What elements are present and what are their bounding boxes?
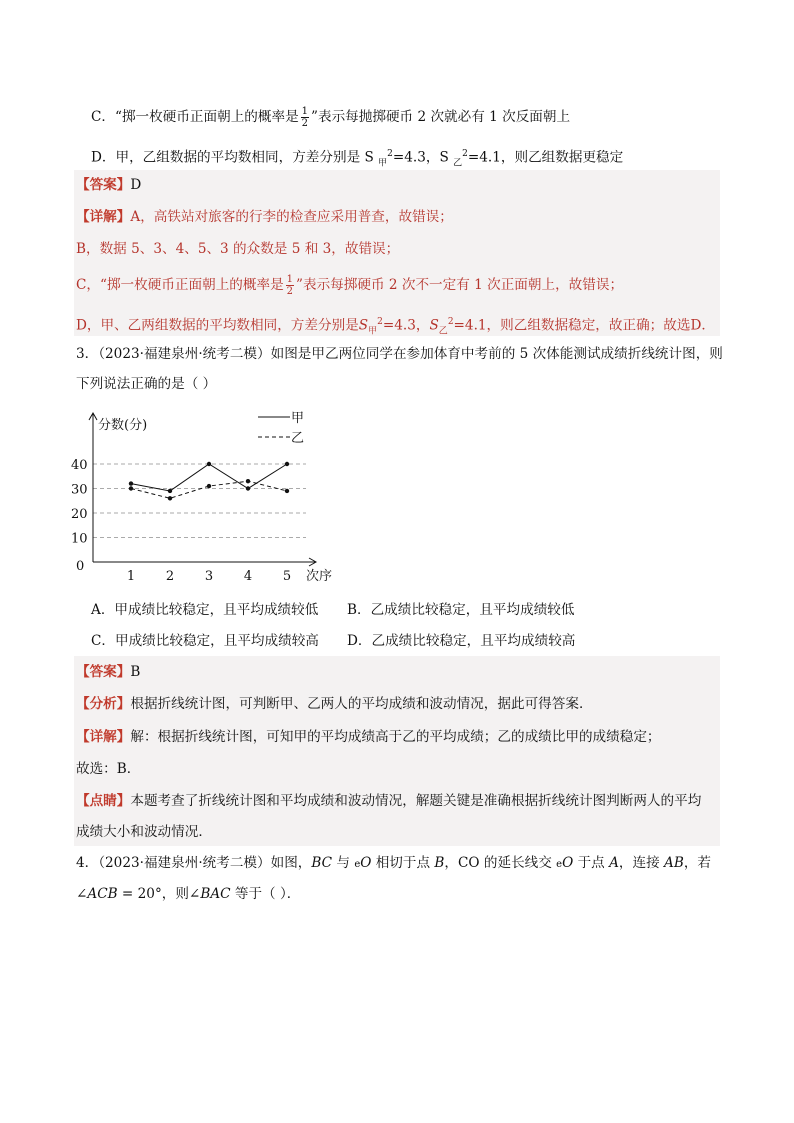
q4-text: 等于（ ）．	[230, 886, 301, 902]
detail-line3-fraction	[286, 274, 294, 297]
chart-series	[129, 462, 289, 501]
point-o: O	[562, 855, 574, 871]
q2-option-c-fraction	[301, 106, 309, 129]
answer-text: D	[130, 177, 142, 193]
answer-text: B	[130, 664, 141, 680]
q2-answer	[76, 175, 141, 195]
q4-text: 相切于点	[371, 855, 435, 871]
x-tick-label: 2	[165, 569, 175, 584]
detail-tag: 【详解】	[76, 729, 131, 745]
q4-text: 于点	[573, 855, 610, 871]
legend-label: 甲	[291, 411, 305, 426]
q3-answer	[76, 662, 140, 682]
q2-detail-line4	[76, 312, 715, 341]
q4-text: ，CO 的延长线交	[444, 855, 557, 871]
superscript-2: 2	[462, 149, 468, 159]
data-point	[285, 489, 289, 493]
y-tick-label: 20	[71, 507, 88, 522]
segment-ab: AB	[664, 855, 684, 871]
angle-acb: ACB	[87, 886, 118, 902]
q2-option-c	[91, 106, 570, 129]
answer-tag: 【答案】	[76, 177, 131, 193]
analysis-text: 根据折线统计图，可判断甲、乙两人的平均成绩和波动情况，据此可得答案．	[130, 696, 593, 712]
q3-detail-line2: 故选：B．	[76, 761, 141, 777]
legend-label: 乙	[291, 431, 305, 446]
detail-text: 解：根据折线统计图，可知甲的平均成绩高于乙的平均成绩；乙的成绩比甲的成绩稳定；	[130, 729, 661, 745]
q3-options-row2	[91, 631, 575, 651]
line-chart	[64, 405, 344, 590]
point-o: O	[360, 855, 372, 871]
data-point	[285, 462, 289, 466]
data-point	[207, 462, 211, 466]
superscript-2: 2	[447, 317, 454, 327]
q2-detail-line2: B，数据 5、3、4、5、3 的众数是 5 和 3，故错误；	[76, 241, 400, 257]
comment-text: 本题考查了折线统计图和平均成绩和波动情况，解题关键是准确根据折线统计图判断两人的平均	[130, 793, 702, 809]
q2-option-c-text-after: ”表示每抛掷硬币 2 次就必有 1 次反面朝上	[311, 109, 571, 125]
y-tick-label: 10	[71, 531, 88, 547]
data-point	[246, 486, 250, 490]
answer-tag: 【答案】	[76, 664, 131, 680]
q4-text: 4．（2023·福建泉州·统考二模）如图，	[76, 855, 312, 871]
q3-option-d: D．乙成绩比较稳定，且平均成绩较高	[347, 633, 576, 649]
q4-stem-line2	[76, 884, 300, 904]
q2-option-d-text-after: =4.1，则乙组数据更稳定	[467, 149, 624, 166]
q3-detail-line1	[76, 727, 661, 747]
data-point	[207, 484, 211, 488]
detail-line3-after: ”表示每掷硬币 2 次不一定有 1 次正面朝上，故错误；	[296, 277, 624, 293]
data-point	[168, 489, 172, 493]
fraction-numerator: 1	[286, 274, 294, 285]
detail-line3-before: C，“掷一枚硬币正面朝上的概率是	[76, 277, 284, 293]
subscript-jia: 甲	[368, 326, 378, 337]
fraction-denominator: 2	[286, 286, 294, 297]
q4-text: = 20°，则∠	[117, 886, 201, 902]
chart-grid	[93, 464, 306, 538]
x-tick-label: 5	[282, 569, 292, 584]
data-point	[129, 481, 133, 485]
q4-stem-line1	[76, 853, 711, 875]
circle-symbol-icon: e	[556, 859, 563, 870]
data-point	[168, 496, 172, 500]
q2-detail-line1	[76, 207, 453, 227]
q3-comment-line1	[76, 791, 701, 811]
data-point	[246, 479, 250, 483]
detail-line4-after: =4.1，则乙组数据稳定，故正确；故选D．	[453, 317, 715, 334]
point-a: A	[609, 855, 619, 871]
y-axis-label: 分数(分)	[98, 418, 148, 433]
q2-option-d	[91, 144, 623, 173]
q3-stem-line2: 下列说法正确的是（ ）	[76, 376, 217, 392]
segment-bc: BC	[311, 855, 333, 871]
q3-analysis	[76, 694, 593, 714]
q2-option-d-text-mid: =4.3，S	[392, 149, 454, 166]
series-line-yi	[131, 481, 287, 498]
superscript-2: 2	[387, 149, 393, 159]
x-tick-label: 1	[126, 569, 136, 584]
q4-text: ，若	[683, 855, 712, 871]
q4-text: 与	[332, 855, 355, 871]
analysis-tag: 【分析】	[76, 696, 131, 712]
fraction-denominator: 2	[301, 118, 309, 129]
q3-stem-line1: 3．（2023·福建泉州·统考二模）如图是甲乙两位同学在参加体育中考前的 5 次体能测试成绩折线统计图，则	[76, 346, 723, 362]
q3-option-c: C．甲成绩比较稳定，且平均成绩较高	[91, 633, 319, 649]
detail-tag: 【详解】	[76, 209, 131, 225]
x-tick-label: 3	[204, 569, 214, 584]
point-b: B	[434, 855, 445, 871]
detail-line4-mid: =4.3，	[382, 317, 430, 334]
circle-symbol-icon: e	[354, 859, 361, 870]
q3-options-row1	[91, 600, 575, 620]
q2-option-d-text-before: D．甲，乙组数据的平均数相同，方差分别是 S	[91, 149, 379, 166]
x-axis-label: 次序	[306, 569, 333, 584]
comment-tag: 【点睛】	[76, 793, 131, 809]
q3-solution-band	[74, 656, 720, 846]
angle-bac: BAC	[200, 886, 231, 902]
x-tick-label: 4	[243, 569, 253, 584]
data-point	[129, 486, 133, 490]
detail-text: A，高铁站对旅客的行李的检查应采用普查，故错误；	[130, 209, 453, 225]
q3-option-b: B．乙成绩比较稳定，且平均成绩较低	[347, 602, 575, 618]
y-tick-label: 30	[71, 482, 88, 498]
q3-comment-line2: 成绩大小和波动情况．	[76, 824, 212, 840]
q4-text: ∠	[76, 886, 88, 902]
q2-option-c-text-before: C．“掷一枚硬币正面朝上的概率是	[91, 109, 299, 125]
variance-s: S	[429, 317, 439, 334]
subscript-yi: 乙	[438, 326, 448, 337]
q2-detail-line3	[76, 274, 623, 297]
q3-option-a: A．甲成绩比较稳定，且平均成绩较低	[91, 602, 319, 618]
superscript-2: 2	[377, 317, 383, 327]
detail-line4-before: D，甲、乙两组数据的平均数相同，方差分别是	[76, 317, 359, 334]
chart-legend	[258, 411, 304, 446]
subscript-jia: 甲	[378, 158, 388, 169]
q4-text: ，连接	[618, 855, 665, 871]
y-tick-label: 0	[76, 559, 85, 574]
variance-s: S	[358, 317, 369, 334]
y-tick-label: 40	[71, 458, 88, 473]
fraction-numerator: 1	[301, 106, 309, 117]
subscript-yi: 乙	[453, 158, 463, 169]
